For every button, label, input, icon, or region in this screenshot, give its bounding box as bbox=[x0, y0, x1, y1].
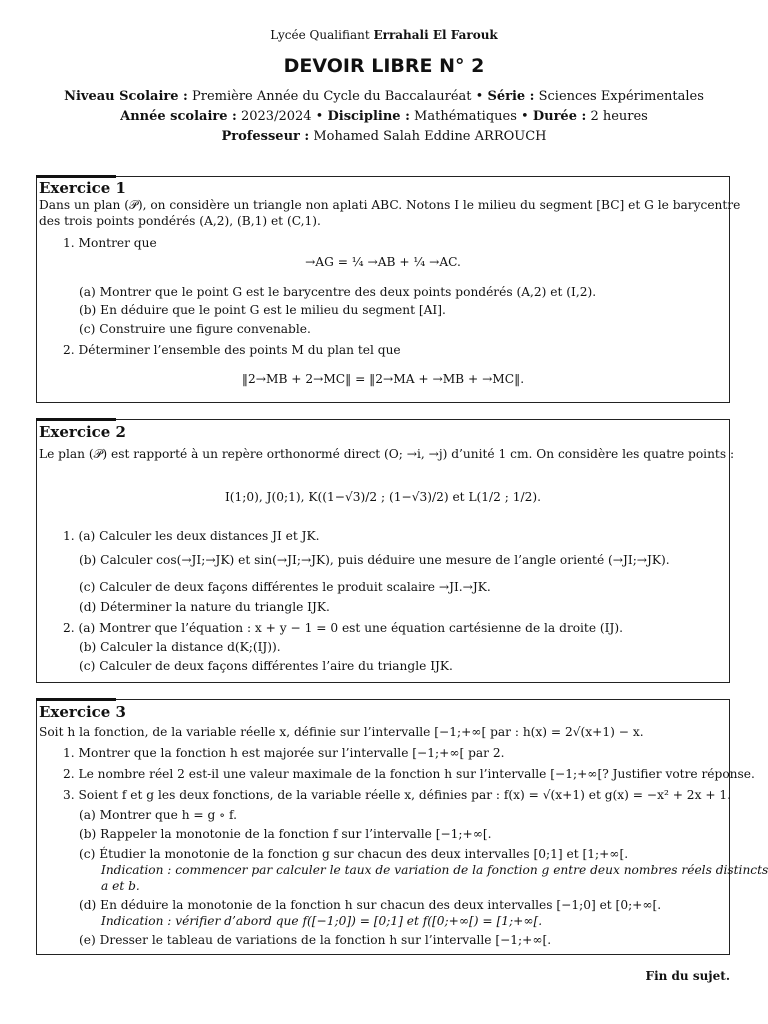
page-title: DEVOIR LIBRE N° 2 bbox=[283, 55, 485, 77]
ex2-q1c: (c) Calculer de deux façons différentes le produit scalaire →JI.→JK. bbox=[79, 580, 491, 594]
ex3-q2: 2. Le nombre réel 2 est-il une valeur maximale de la fonction h sur l’intervalle [−1;+∞[? Justifier votre réponse. bbox=[63, 767, 755, 781]
ex3-q3c-indication-2: a et b. bbox=[101, 879, 140, 893]
prof-value: Mohamed Salah Eddine ARROUCH bbox=[313, 129, 547, 144]
school-prefix: Lycée Qualifiant bbox=[270, 28, 370, 42]
ex3-q3b: (b) Rappeler la monotonie de la fonction f sur l’intervalle [−1;+∞[. bbox=[79, 827, 492, 841]
ex1-q1: 1. Montrer que bbox=[63, 236, 157, 250]
exercise-1-box bbox=[36, 176, 741, 403]
ex2-q1b: (b) Calculer cos(→JI;→JK) et sin(→JI;→JK), puis déduire une mesure de l’angle orienté (→JI;→JK). bbox=[79, 553, 670, 567]
ex2-points: I(1;0), J(0;1), K((1−√3)/2 ; (1−√3)/2) et L(1/2 ; 1/2). bbox=[224, 490, 542, 504]
ex2-q1a: 1. (a) Calculer les deux distances JI et JK. bbox=[63, 529, 320, 543]
exercise-1-title: Exercice 1 bbox=[39, 179, 126, 197]
ex2-q2a: 2. (a) Montrer que l’équation : x + y − 1 = 0 est une équation cartésienne de la droite (IJ). bbox=[63, 621, 623, 635]
niveau-value: Première Année du Cycle du Baccalauréat bbox=[191, 89, 472, 104]
exercise-title-bar bbox=[36, 175, 116, 178]
annee-label: Année scolaire : bbox=[120, 109, 237, 124]
exercise-title-bar bbox=[36, 418, 116, 421]
ex1-intro-1: Dans un plan (𝒫), on considère un triangle non aplati ABC. Notons I le milieu du segment [BC] et G le barycentre bbox=[39, 198, 741, 212]
annee-value: 2023/2024 bbox=[240, 109, 312, 124]
exercise-title-bar bbox=[36, 698, 116, 701]
prof-label: Professeur : bbox=[221, 129, 310, 144]
ex3-intro: Soit h la fonction, de la variable réelle x, définie sur l’intervalle [−1;+∞[ par : h(x) = 2√(x+1) − x. bbox=[39, 725, 644, 739]
serie-value: Sciences Expérimentales bbox=[538, 89, 704, 104]
ex3-q3d: (d) En déduire la monotonie de la fonction h sur chacun des deux intervalles [−1;0] et [0;+∞[. bbox=[79, 898, 662, 912]
discipline-label: Discipline : bbox=[327, 109, 410, 124]
serie-label: Série : bbox=[487, 89, 535, 104]
ex3-q1: 1. Montrer que la fonction h est majorée sur l’intervalle [−1;+∞[ par 2. bbox=[63, 746, 505, 760]
ex3-q3: 3. Soient f et g les deux fonctions, de la variable réelle x, définies par : f(x) = √(x+1) et g(x) = −x² + 2x + 1. bbox=[63, 788, 732, 802]
end-of-subject: Fin du sujet. bbox=[645, 969, 730, 983]
niveau-label: Niveau Scolaire : bbox=[64, 89, 188, 104]
duree-label: Durée : bbox=[532, 109, 587, 124]
school-line bbox=[0, 28, 768, 42]
ex1-formula-2: ‖2→MB + 2→MC‖ = ‖2→MA + →MB + →MC‖. bbox=[241, 372, 525, 386]
ex1-q1b: (b) En déduire que le point G est le milieu du segment [AI]. bbox=[79, 303, 446, 317]
exercise-2-title: Exercice 2 bbox=[39, 423, 126, 441]
school-name: Errahali El Farouk bbox=[373, 28, 498, 42]
ex3-q3c: (c) Étudier la monotonie de la fonction g sur chacun des deux intervalles [0;1] et [1;+∞[. bbox=[79, 847, 629, 861]
discipline-value: Mathématiques bbox=[414, 109, 517, 124]
exercise-3-title: Exercice 3 bbox=[39, 703, 126, 721]
ex1-q1a: (a) Montrer que le point G est le barycentre des deux points pondérés (A,2) et (I,2). bbox=[79, 285, 597, 299]
meta-line-3 bbox=[0, 129, 768, 144]
meta-line-1: Niveau Scolaire : Première Année du Cycle du Baccalauréat • Série : Sciences Expérimentales bbox=[64, 89, 704, 104]
exercise-2-box bbox=[36, 419, 735, 683]
ex2-intro: Le plan (𝒫) est rapporté à un repère orthonormé direct (O; →i, →j) d’unité 1 cm. On considère les quatre points : bbox=[39, 447, 735, 461]
ex1-formula-1: →AG = ¼ →AB + ¼ →AC. bbox=[305, 255, 461, 269]
ex2-q2b: (b) Calculer la distance d(K;(IJ)). bbox=[79, 640, 281, 654]
ex2-q1d: (d) Déterminer la nature du triangle IJK. bbox=[79, 600, 330, 614]
ex3-q3a: (a) Montrer que h = g ∘ f. bbox=[79, 808, 237, 822]
ex3-q3d-indication: Indication : vérifier d’abord que f([−1;0]) = [0;1] et f([0;+∞[) = [1;+∞[. bbox=[101, 914, 543, 928]
meta-line-2: Année scolaire : 2023/2024 • Discipline : Mathématiques • Durée : 2 heures bbox=[120, 109, 648, 124]
ex1-q2: 2. Déterminer l’ensemble des points M du plan tel que bbox=[63, 343, 401, 357]
ex2-q2c: (c) Calculer de deux façons différentes l’aire du triangle IJK. bbox=[79, 659, 453, 673]
ex1-intro-2: des trois points pondérés (A,2), (B,1) et (C,1). bbox=[39, 214, 321, 228]
duree-value: 2 heures bbox=[590, 109, 648, 124]
exercise-3-box bbox=[36, 699, 768, 955]
ex1-q1c: (c) Construire une figure convenable. bbox=[79, 322, 311, 336]
ex3-q3c-indication-1: Indication : commencer par calculer le taux de variation de la fonction g entre deux nombres réels distincts bbox=[101, 863, 768, 877]
ex3-q3e: (e) Dresser le tableau de variations de la fonction h sur l’intervalle [−1;+∞[. bbox=[79, 933, 552, 947]
